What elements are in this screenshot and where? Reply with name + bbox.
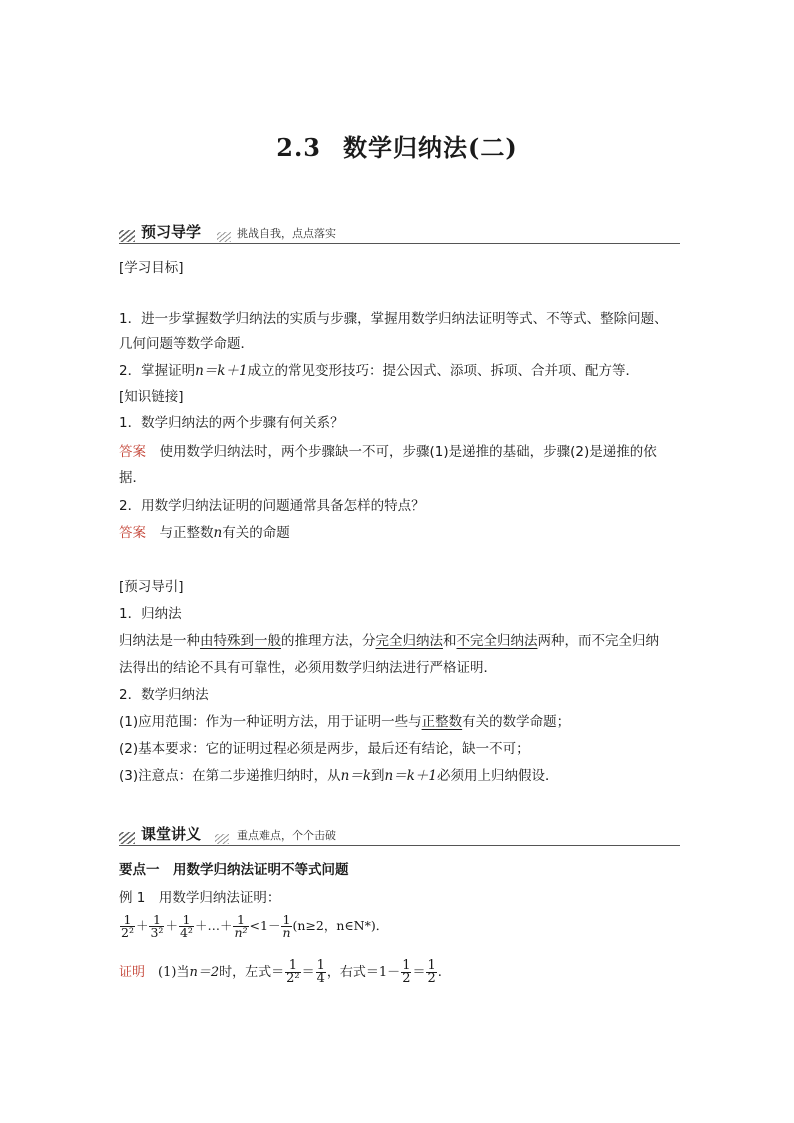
section-subtitle-preview: 挑战自我，点点落实 [237,227,336,240]
fraction: $\frac{1}{n}$ [282,912,291,940]
section-rule [119,845,680,846]
answer-2-suffix: 有关的命题 [222,525,290,541]
stripes-decoration [217,232,231,242]
section-title-lecture: 课堂讲义 [141,825,202,843]
proof-line: 证明 (1)当n＝2时，左式＝ $\frac{1}{\text{2²}}$ ＝ $\frac{1}{4}$ ，右式＝1－ $\frac{1}{2}$ ＝ $\frac{1}{2}$ . [119,958,442,986]
guide-2-title: 2．数学归纳法 [119,687,209,703]
text: ＝ [412,965,426,980]
answer-2 [119,523,679,543]
proof-label: 证明 [119,965,146,980]
answer-1-line-2: 据． [119,470,146,486]
text: . [437,965,442,980]
underlined-term: 正整数 [421,714,463,730]
fraction: $\frac{1}{\text{2²}}$ [121,912,134,940]
text: 和 [443,633,457,649]
section-rule [119,243,680,244]
inequality-formula: $\frac{1}{\text{2²}}$ ＋ $\frac{1}{\text{3²}}$ ＋ $\frac{1}{\text{4²}}$ ＋…＋ $\frac{1}{\text{n²}}$ <1－ $\frac{1}{n}$ (n≥2，n∈N*)． [121,912,389,940]
question-1: 1．数学归纳法的两个步骤有何关系？ [119,415,344,431]
point-1-heading: 要点一 用数学归纳法证明不等式问题 [119,862,349,878]
section-subtitle-lecture: 重点难点，个个击破 [237,829,336,842]
goal-1-line-2: 几何问题等数学命题． [119,336,254,352]
section-header-lecture [119,824,680,846]
answer-label: 答案 [119,525,146,541]
stripes-decoration [119,832,135,844]
section-header-preview [119,222,680,244]
section-title: 数学归纳法(二) [343,133,518,162]
guide-heading: [预习导引] [119,579,184,595]
condition: (n≥2，n∈N*)． [292,918,389,933]
guide-1-line-1 [119,631,679,651]
text: (1)应用范围：作为一种证明方法，用于证明一些与 [119,714,422,730]
goal-2-prefix: 2．掌握证明 [119,363,196,379]
text: 的推理方法，分 [281,633,376,649]
text: (1)当 [158,965,190,980]
section-number: 2.3 [276,133,322,162]
fraction: $\frac{1}{2}$ [402,958,411,986]
math: n＝k＋1 [384,768,437,784]
answer-2-var: n [213,525,223,541]
answer-1-text: 使用数学归纳法时，两个步骤缺一不可，步骤(1)是递推的基础，步骤(2)是递推的依 [159,444,657,460]
math: n＝k [340,768,371,784]
text: 归纳法是一种 [119,633,200,649]
stripes-decoration [215,834,229,844]
answer-2-prefix: 与正整数 [159,525,214,541]
guide-2-item-3 [119,766,679,786]
text: 两种，而不完全归纳 [537,633,659,649]
answer-label: 答案 [119,444,146,460]
link-heading: [知识链接] [119,389,184,405]
page-title [0,128,794,163]
goals-heading: [学习目标] [119,260,184,276]
section-title-preview: 预习导学 [141,223,202,241]
guide-1-line-2: 法得出的结论不具有可靠性，必须用数学归纳法进行严格证明． [119,660,497,676]
text: 时，左式＝ [219,965,285,980]
goal-1-line-1: 1．进一步掌握数学归纳法的实质与步骤，掌握用数学归纳法证明等式、不等式、整除问题、 [119,311,668,327]
stripes-decoration [119,230,135,242]
goal-2-math: n＝k＋1 [195,363,248,379]
fraction: $\frac{1}{\text{2²}}$ [286,958,300,986]
fraction: $\frac{1}{4}$ [316,958,325,986]
fraction: $\frac{1}{2}$ [427,958,436,986]
guide-1-title: 1．归纳法 [119,606,182,622]
text: 有关的数学命题； [462,714,571,730]
text: ，右式＝1－ [326,965,401,980]
fraction: $\frac{1}{\text{n²}}$ [234,912,248,940]
underlined-term: 完全归纳法 [375,633,443,649]
underlined-term: 由特殊到一般 [200,633,281,649]
fraction: $\frac{1}{\text{4²}}$ [179,912,193,940]
example-1: 例 1 用数学归纳法证明： [119,890,281,906]
math: n＝2 [189,965,220,980]
underlined-term: 不完全归纳法 [456,633,538,649]
text: (3)注意点：在第二步递推归纳时，从 [119,768,341,784]
text: 到 [371,768,385,784]
fraction: $\frac{1}{\text{3²}}$ [150,912,164,940]
text: 必须用上归纳假设． [436,768,559,784]
answer-1-line-1 [119,442,679,462]
guide-2-item-2: (2)基本要求：它的证明过程必须是两步，最后还有结论，缺一不可； [119,741,530,757]
goal-2 [119,361,679,381]
question-2: 2．用数学归纳法证明的问题通常具备怎样的特点？ [119,498,425,514]
goal-2-suffix: 成立的常见变形技巧：提公因式、添项、拆项、合并项、配方等． [247,363,640,379]
guide-2-item-1 [119,712,679,732]
